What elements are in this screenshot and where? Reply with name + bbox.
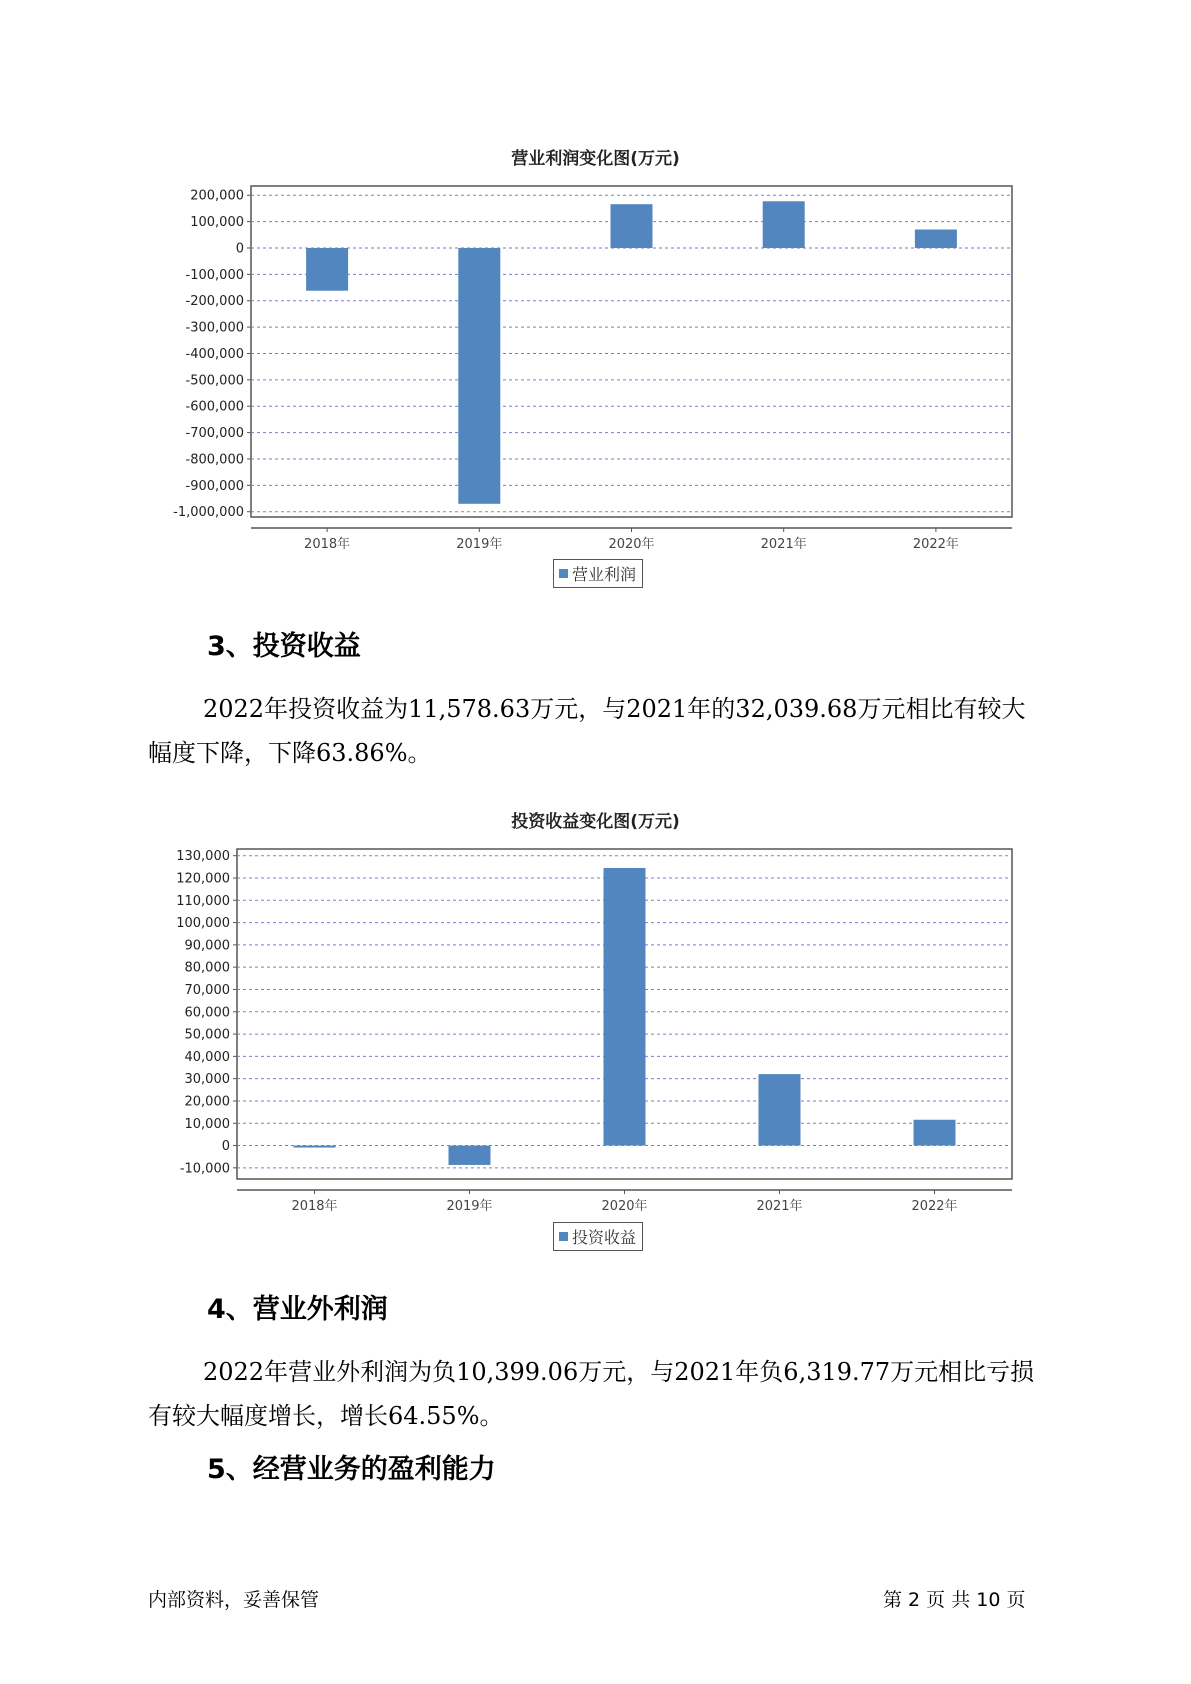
bar (914, 1120, 956, 1146)
y-tick-label: 0 (221, 1139, 230, 1155)
y-tick-label: 60,000 (184, 1005, 230, 1021)
bar (759, 1074, 801, 1145)
chart2-legend (553, 1222, 643, 1251)
y-tick-label: -900,000 (185, 478, 244, 494)
x-tick-label: 2018年 (291, 1199, 338, 1214)
y-tick-label: 50,000 (184, 1027, 230, 1043)
footer-page-number: 第 2 页 共 10 页 (883, 1589, 1026, 1611)
y-tick-label: 80,000 (184, 960, 230, 976)
legend-swatch-icon (559, 1232, 568, 1241)
y-tick-label: -100,000 (185, 267, 244, 283)
y-tick-label: 100,000 (190, 215, 244, 231)
y-tick-label: -600,000 (185, 399, 244, 415)
y-tick-label: -800,000 (185, 452, 244, 468)
x-tick-label: 2020年 (601, 1199, 648, 1214)
chart1-title: 营业利润变化图(万元) (511, 149, 680, 169)
x-tick-label: 2021年 (760, 537, 807, 552)
section4-heading: 4、营业外利润 (207, 1294, 388, 1325)
y-tick-label: -700,000 (185, 426, 244, 442)
chart2-title: 投资收益变化图(万元) (511, 812, 680, 832)
section3-heading: 3、投资收益 (207, 631, 361, 662)
y-tick-label: -200,000 (185, 294, 244, 310)
y-tick-label: 70,000 (184, 982, 230, 998)
x-tick-label: 2022年 (912, 537, 959, 552)
x-tick-label: 2020年 (608, 537, 655, 552)
y-tick-label: 90,000 (184, 938, 230, 954)
bar (604, 868, 646, 1146)
x-tick-label: 2019年 (456, 537, 503, 552)
y-tick-label: 130,000 (176, 849, 230, 865)
section3-paragraph: 2022年投资收益为11,578.63万元，与2021年的32,039.68万元相比有较大幅度下降，下降63.86%。 (148, 695, 1026, 767)
y-tick-label: 120,000 (176, 871, 230, 887)
x-tick-label: 2018年 (304, 537, 351, 552)
y-tick-label: 40,000 (184, 1049, 230, 1065)
y-tick-label: -500,000 (185, 373, 244, 389)
y-tick-label: 30,000 (184, 1072, 230, 1088)
y-tick-label: 0 (235, 241, 244, 257)
chart1-legend-label: 营业利润 (572, 565, 637, 584)
y-tick-label: -1,000,000 (173, 505, 244, 521)
y-tick-label: 10,000 (184, 1116, 230, 1132)
y-tick-label: -10,000 (179, 1161, 230, 1177)
y-tick-label: 100,000 (176, 916, 230, 932)
y-tick-label: 200,000 (190, 188, 244, 204)
bar (294, 1146, 336, 1148)
section4-paragraph: 2022年营业外利润为负10,399.06万元，与2021年负6,319.77万元相比亏损有较大幅度增长，增长64.55%。 (148, 1358, 1035, 1430)
x-tick-label: 2021年 (756, 1199, 803, 1214)
section5-heading: 5、经营业务的盈利能力 (207, 1454, 496, 1485)
footer-confidential-note: 内部资料，妥善保管 (148, 1589, 320, 1611)
y-tick-label: -400,000 (185, 346, 244, 362)
bar (449, 1146, 491, 1165)
x-tick-label: 2022年 (911, 1199, 958, 1214)
x-tick-label: 2019年 (446, 1199, 493, 1214)
y-tick-label: 20,000 (184, 1094, 230, 1110)
chart2-legend-label: 投资收益 (572, 1228, 637, 1247)
y-tick-label: -300,000 (185, 320, 244, 336)
y-tick-label: 110,000 (176, 893, 230, 909)
